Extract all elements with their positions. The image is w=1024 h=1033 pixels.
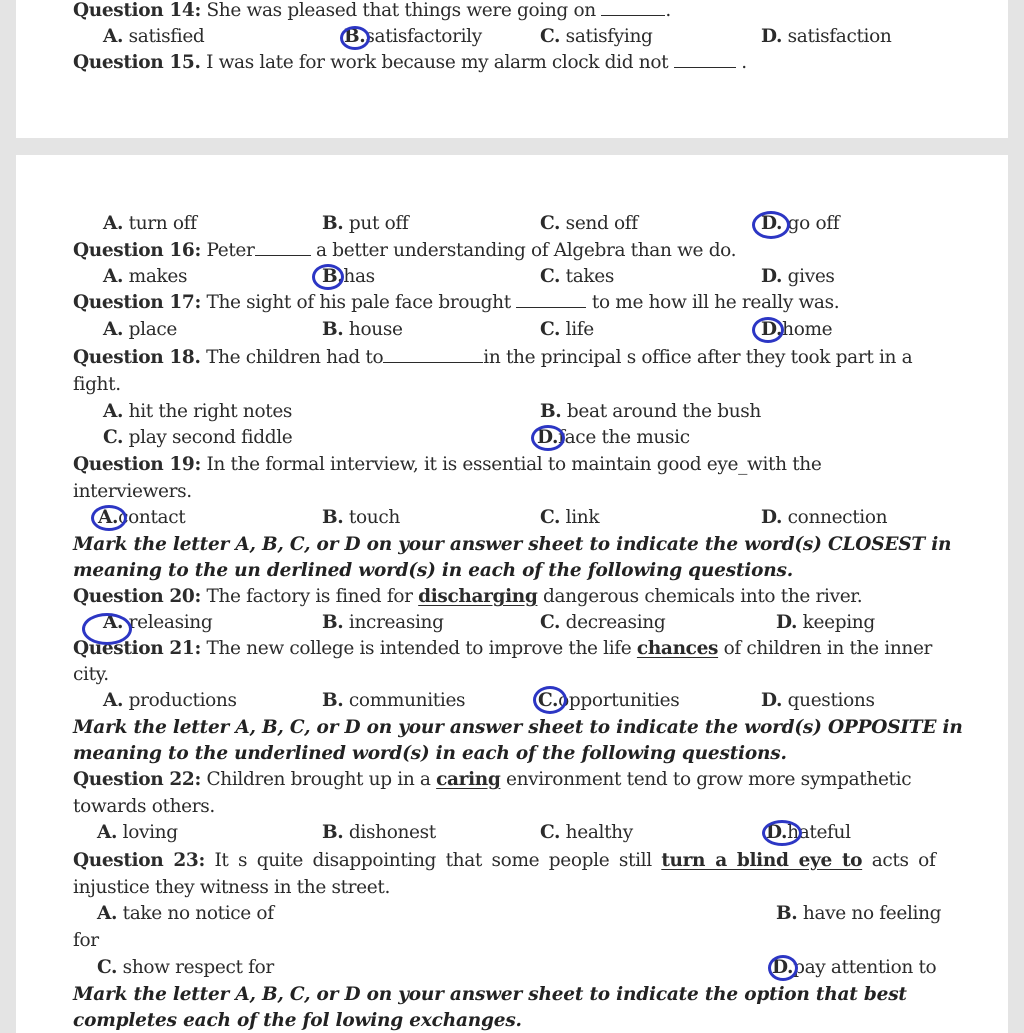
q17-option-c[interactable]: C. life (540, 319, 594, 340)
answer-circle-q21 (533, 686, 567, 714)
answer-circle-q16 (312, 264, 344, 290)
q18-option-b[interactable]: B. beat around the bush (540, 401, 761, 422)
question-18-stem: Question 18. The children had to in the principal s office after they took part in a (73, 347, 913, 368)
q16-option-b[interactable]: B.has (322, 266, 375, 287)
q19-option-c[interactable]: C. link (540, 507, 600, 528)
answer-circle-q18 (531, 425, 565, 451)
q22-option-b[interactable]: B. dishonest (322, 822, 436, 843)
q20-option-b[interactable]: B. increasing (322, 612, 444, 633)
q23-option-b-cont: for (73, 930, 99, 951)
instruction-opposite-line2: meaning to the underlined word(s) in each of the following questions. (73, 743, 787, 764)
question-23-stem: Question 23: It s quite disappointing that some people still turn a blind eye to acts of (73, 850, 936, 871)
q22-option-d[interactable]: D.hateful (766, 822, 851, 843)
question-21-stem-cont: city. (73, 664, 109, 685)
q18-option-c[interactable]: C. play second fiddle (103, 427, 293, 448)
q19-option-d[interactable]: D. connection (761, 507, 888, 528)
q18-option-d[interactable]: D.face the music (537, 427, 690, 448)
answer-circle-q14 (340, 26, 370, 50)
answer-circle-q23 (768, 955, 798, 981)
question-15-stem: Question 15. I was late for work because my alarm clock did not . (73, 52, 747, 73)
answer-circle-q20 (82, 613, 132, 645)
q14-option-d[interactable]: D. satisfaction (761, 26, 892, 47)
q23-option-d[interactable]: D.pay attention to (772, 957, 937, 978)
question-22-stem: Question 22: Children brought up in a caring environment tend to grow more sympathetic (73, 769, 912, 790)
q17-option-d[interactable]: D.home (761, 319, 833, 340)
q17-option-b[interactable]: B. house (322, 319, 403, 340)
q18-option-a[interactable]: A. hit the right notes (103, 401, 293, 422)
question-21-stem: Question 21: The new college is intended to improve the life chances of children in the inner (73, 638, 933, 659)
q23-option-b[interactable]: B. have no feeling (776, 903, 942, 924)
q15-option-a[interactable]: A. turn off (103, 213, 197, 234)
q16-option-a[interactable]: A. makes (103, 266, 188, 287)
question-20-stem: Question 20: The factory is fined for discharging dangerous chemicals into the river. (73, 586, 863, 607)
q20-option-a[interactable]: A. releasing (103, 612, 213, 633)
q14-option-b[interactable]: B.satisfactorily (344, 26, 482, 47)
q19-option-b[interactable]: B. touch (322, 507, 400, 528)
q21-option-d[interactable]: D. questions (761, 690, 875, 711)
q21-option-c[interactable]: C.opportunities (538, 690, 680, 711)
q19-option-a[interactable]: A.contact (98, 507, 186, 528)
q22-option-a[interactable]: A. loving (97, 822, 178, 843)
q20-option-c[interactable]: C. decreasing (540, 612, 666, 633)
q15-option-c[interactable]: C. send off (540, 213, 638, 234)
q16-option-d[interactable]: D. gives (761, 266, 835, 287)
instruction-closest-line1: Mark the letter A, B, C, or D on your answer sheet to indicate the word(s) CLOSEST in (73, 534, 952, 555)
q14-option-c[interactable]: C. satisfying (540, 26, 653, 47)
q21-option-b[interactable]: B. communities (322, 690, 466, 711)
q23-option-a[interactable]: A. take no notice of (97, 903, 274, 924)
question-19-stem: Question 19: In the formal interview, it is essential to maintain good eye_with the (73, 454, 822, 475)
instruction-opposite-line1: Mark the letter A, B, C, or D on your answer sheet to indicate the word(s) OPPOSITE in (73, 717, 963, 738)
answer-circle-q22 (762, 820, 802, 846)
question-23-stem-cont: injustice they witness in the street. (73, 877, 390, 898)
answer-circle-q19 (91, 505, 127, 531)
q21-option-a[interactable]: A. productions (103, 690, 237, 711)
q17-option-a[interactable]: A. place (103, 319, 177, 340)
answer-circle-q15 (752, 211, 790, 239)
q20-option-d[interactable]: D. keeping (776, 612, 875, 633)
answer-circle-q17 (752, 317, 784, 343)
q15-option-d[interactable]: D. go off (761, 213, 840, 234)
q22-option-c[interactable]: C. healthy (540, 822, 633, 843)
question-22-stem-cont: towards others. (73, 796, 215, 817)
question-18-stem-cont: fight. (73, 374, 121, 395)
q23-option-c[interactable]: C. show respect for (97, 957, 274, 978)
q14-option-a[interactable]: A. satisfied (103, 26, 205, 47)
question-16-stem: Question 16: Peter a better understanding of Algebra than we do. (73, 240, 737, 261)
question-19-stem-cont: interviewers. (73, 481, 192, 502)
q16-option-c[interactable]: C. takes (540, 266, 615, 287)
q15-option-b[interactable]: B. put off (322, 213, 409, 234)
instruction-closest-line2: meaning to the un derlined word(s) in each of the following questions. (73, 560, 793, 581)
question-17-stem: Question 17: The sight of his pale face brought to me how ill he really was. (73, 292, 840, 313)
question-14-stem: Question 14: She was pleased that things were going on . (73, 0, 671, 21)
instruction-exchange-line1: Mark the letter A, B, C, or D on your answer sheet to indicate the option that best (73, 984, 907, 1005)
instruction-exchange-line2: completes each of the fol lowing exchanges. (73, 1010, 522, 1031)
